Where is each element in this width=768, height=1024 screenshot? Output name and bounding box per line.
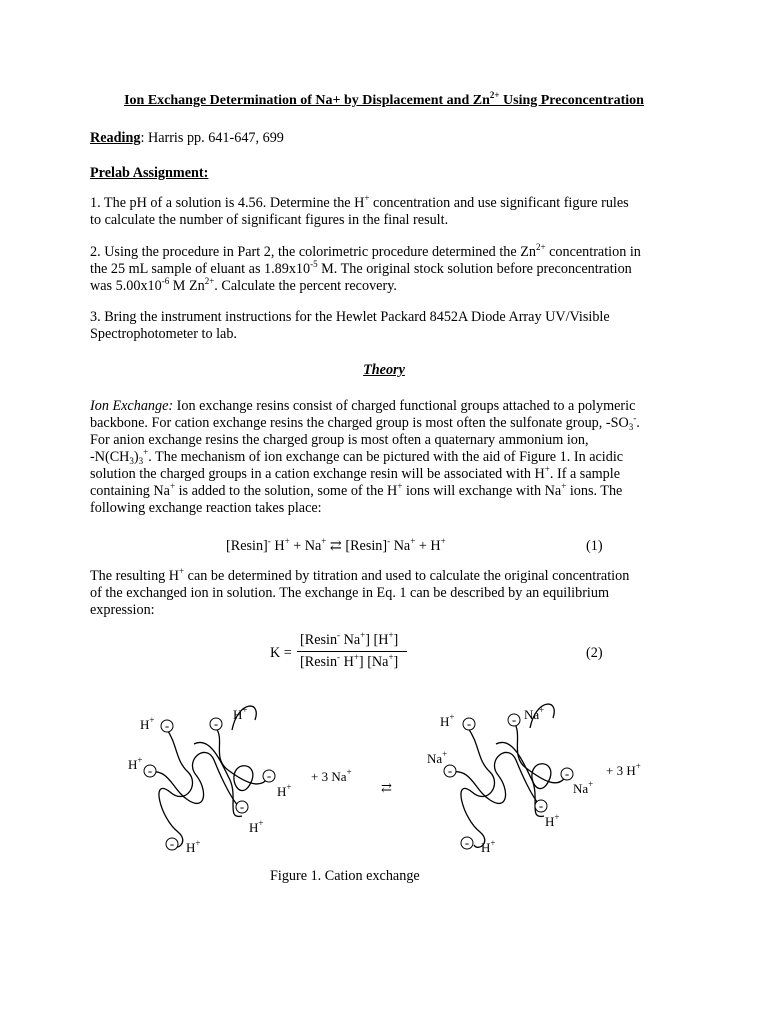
minus-sign: - [169,836,175,851]
theory-line-2: backbone. For cation exchange resins the charged group is most often the sulfonate group, $-SO_3^-$. [90,413,640,432]
equation-2-numerator: [Resin- Na+] [H+] [300,630,399,648]
ion-label-right-3: Na+ [427,749,448,766]
reading-label: Reading [90,130,141,146]
title-tail: Using Preconcentration [499,93,644,108]
minus-sign: - [538,798,544,813]
ion-label-right-1: H+ [440,712,455,729]
ion-label-left-5: H+ [249,818,264,835]
minus-sign: - [266,768,272,783]
prelab-heading: Prelab Assignment: [90,165,209,181]
equation-2-number: (2) [586,645,603,661]
minus-sign: - [147,763,153,778]
question-2-line-1: 2. Using the procedure in Part 2, the colorimetric procedure determined the $Zn^{2+}$ concentration in [90,242,641,260]
theory-heading: Theory [363,362,405,378]
title-text: Ion Exchange Determination of Na+ by Displacement and Zn [124,93,490,108]
question-3-line-1: 3. Bring the instrument instructions for the Hewlet Packard 8452A Diode Array UV/Visible [90,309,610,325]
ion-label-left-3: H+ [128,755,143,772]
ion-label-left-6: H+ [186,838,201,855]
question-2-line-2: the 25 mL sample of eluant as $1.89x10^{-5}$ M. The original stock solution before preconcentration [90,259,632,277]
equation-2-denominator: [Resin- H+] [Na+] [300,652,399,670]
minus-sign: - [466,716,472,731]
minus-sign: - [164,718,170,733]
theory-line-5: solution the charged groups in a cation exchange resin will be associated with H+. If a sample [90,464,620,482]
ion-label-left-1: H+ [140,715,155,732]
ion-label-right-4: Na+ [573,779,594,796]
question-1-line-2: to calculate the number of significant figures in the final result. [90,212,449,228]
minus-sign: - [511,712,517,727]
theory2-line-2: of the exchanged ion in solution. The exchange in Eq. 1 can be described by an equilibrium [90,585,610,601]
ion-label-right-2: Na+ [524,705,545,722]
ion-label-left-2: H+ [233,705,248,722]
reactant-label: + 3 Na+ [311,767,352,784]
minus-sign: - [447,763,453,778]
theory2-line-1: The resulting H+ can be determined by titration and used to calculate the original concentration [90,566,630,584]
reading-text: : Harris pp. 641-647, 699 [140,130,284,146]
theory-line-4: $-N(CH_3)_3^+$. The mechanism of ion exchange can be pictured with the aid of Figure 1. In acidic [90,447,624,466]
question-2-line-3: was $5.00x10^{-6}$ M $Zn^{2+}$. Calculate the percent recovery. [90,276,397,294]
theory-line-3: For anion exchange resins the charged group is most often a quaternary ammonium ion, [90,432,589,448]
product-label: + 3 H+ [606,761,641,778]
equation-2-k: K = [270,645,292,661]
ion-label-right-6: H+ [481,838,496,855]
minus-sign: - [239,799,245,814]
minus-sign: - [564,766,570,781]
theory-line-6: containing Na+ is added to the solution, some of the H+ ions will exchange with Na+ ions. The [90,481,623,499]
theory2-line-3: expression: [90,602,155,618]
minus-sign: - [213,716,219,731]
ion-label-left-4: H+ [277,782,292,799]
ion-label-right-5: H+ [545,812,560,829]
title-superscript: 2+ [489,90,500,100]
equilibrium-arrow: ⇄ [326,538,346,554]
ion-exchange-label: Ion Exchange: [90,398,174,414]
question-3-line-2: Spectrophotometer to lab. [90,326,237,342]
equation-1: [Resin]- H+ + Na+ ⇄ [Resin]- Na+ + H+ [226,536,446,554]
figure-caption: Figure 1. Cation exchange [270,868,420,884]
minus-sign: - [464,835,470,850]
figure-equilibrium-arrow: ⇄ [381,780,392,795]
theory-line-7: following exchange reaction takes place: [90,500,322,516]
equation-1-number: (1) [586,538,603,554]
theory-line-1: Ion Exchange: Ion exchange resins consist of charged functional groups attached to a polymeric [90,398,636,414]
question-1-line-1: 1. The pH of a solution is 4.56. Determine the H+ concentration and use significant figure rules [90,193,629,211]
